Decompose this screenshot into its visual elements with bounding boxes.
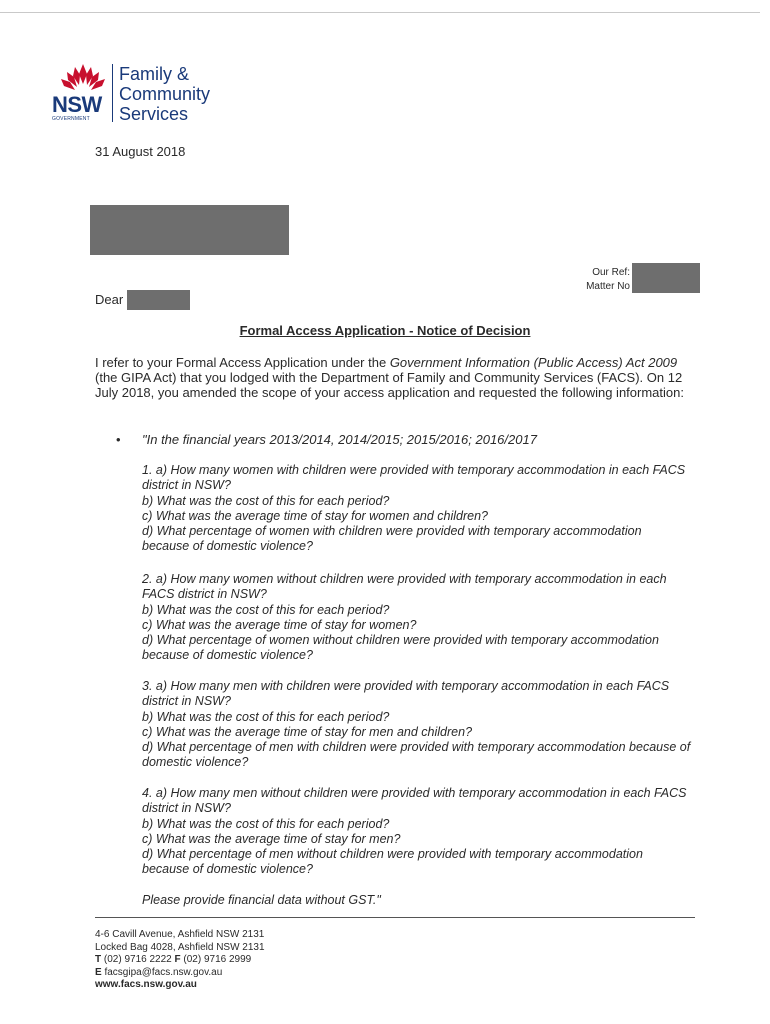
email-link[interactable]: facsgipa@facs.nsw.gov.au [104, 966, 223, 978]
footer-contact [95, 929, 265, 992]
question-block: 1. a) How many women with children were provided with temporary accommodation in each FACS district in NSW? b) What was the cost of this for each period? c) What was the average time of stay for women and children? d) What percentage of women with children were provided with temporary accommodation because of domestic violence? [142, 463, 686, 554]
reference-labels: Our Ref: Matter No [586, 267, 630, 292]
footer-website [95, 979, 265, 992]
footer-phone-fax: T (02) 9716 2222 F (02) 9716 2999 [95, 954, 252, 965]
question-block: 4. a) How many men without children were provided with temporary accommodation in each FACS district in NSW? b) What was the cost of this for each period? c) What was the average time of stay for men? d) What percentage of men without children were provided with temporary accommodation because of domestic violence? [142, 786, 687, 877]
act-name: Government Information (Public Access) Act 2009 [389, 355, 678, 370]
department-name: Family & Community Services [119, 64, 211, 124]
closing-request: Please provide financial data without GST." [142, 893, 381, 907]
question-block: 2. a) How many women without children were provided with temporary accommodation in each FACS district in NSW? b) What was the cost of this for each period? c) What was the average time of stay for women? d) What percentage of women without children were provided with temporary accommodation because of domestic violence? [142, 572, 667, 663]
intro-paragraph: I refer to your Formal Access Application under the Government Information (Public Access) Act 2009 (the GIPA Act) that you lodged with the Department of Family and Community Services (FACS). On 12 July 2018, you amended the scope of your access application and requested the following information: [95, 355, 684, 400]
question-block: 3. a) How many men with children were provided with temporary accommodation in each FACS district in NSW? b) What was the cost of this for each period? c) What was the average time of stay for men and children? d) What percentage of men with children were provided with temporary accommodation because of domestic violence? [142, 679, 691, 770]
scan-edge-line [0, 12, 760, 13]
footer-address: 4-6 Cavill Avenue, Ashfield NSW 2131 [95, 929, 265, 940]
website-link[interactable]: www.facs.nsw.gov.au [95, 979, 197, 990]
footer-locked-bag: Locked Bag 4028, Ashfield NSW 2131 [95, 941, 265, 953]
redacted-reference-number [632, 263, 700, 293]
financial-years: "In the financial years 2013/2014, 2014/2015; 2015/2016; 2016/2017 [142, 432, 537, 447]
redacted-recipient-address [90, 205, 289, 255]
footer-divider [95, 917, 695, 918]
bullet-icon: • [116, 432, 121, 447]
logo-divider [112, 64, 113, 122]
letter-date: 31 August 2018 [95, 144, 186, 159]
nsw-wordmark: NSW [52, 92, 102, 117]
letter-heading: Formal Access Application - Notice of Decision [239, 323, 531, 338]
waratah-icon [58, 62, 108, 92]
footer-email: E facsgipa@facs.nsw.gov.au [95, 966, 223, 978]
redacted-recipient-name [127, 290, 190, 310]
salutation: Dear [95, 292, 124, 307]
government-label: GOVERNMENT [52, 116, 90, 122]
nsw-facs-logo [52, 62, 242, 124]
